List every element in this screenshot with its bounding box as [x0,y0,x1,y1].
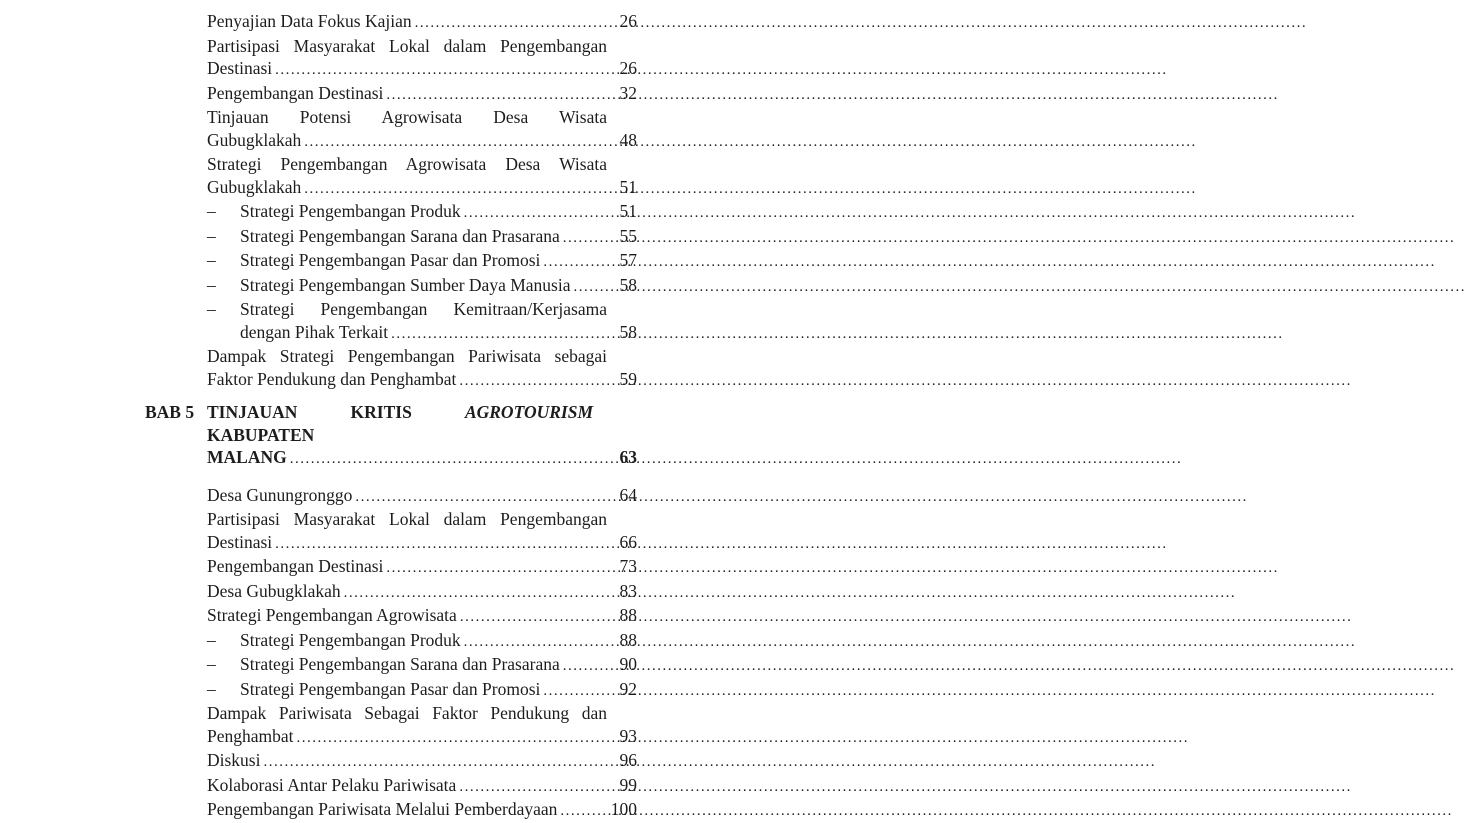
page-number: 51 [619,201,637,221]
heading-segment: KABUPATEN [207,424,315,445]
dot-leader [456,368,619,393]
page-number: 64 [619,484,637,505]
toc-row [207,249,637,274]
toc-entry-line [207,555,637,580]
toc-entry-line [207,176,637,201]
entry-text: Kolaborasi Antar Pelaku Pariwisata [207,774,457,795]
dot-leader [560,225,620,250]
toc-entry-line [240,629,637,654]
heading-segment: TINJAUAN KRITIS [207,402,412,422]
page-number: 96 [619,750,637,770]
entry-text: Dampak Pariwisata Sebagai Faktor Pendukung dan [207,703,607,723]
entry-text: Desa Gunungronggo [207,484,353,505]
dot-leader [557,798,610,823]
entry-text: Penyajian Data Fokus Kajian [207,11,412,31]
page-number: 83 [619,580,637,601]
toc-row [207,555,637,580]
dot-leader [388,321,619,346]
toc-entry-line [207,57,637,82]
toc-row [207,57,637,82]
page-number: 58 [619,274,637,295]
toc-row [207,10,637,35]
toc-entry-line [207,798,637,823]
entry-text: Destinasi [207,58,273,78]
toc-row [207,368,637,393]
toc-entry-line [240,225,637,250]
page-number: 63 [619,447,637,467]
chapter-label: BAB 5 [145,402,195,422]
toc-entry-line [207,484,637,509]
entry-text: Strategi Pengembangan Kemitraan/Kerjasama [240,299,607,319]
page-number: 100 [610,799,637,819]
toc-entry-line [207,725,637,750]
dot-leader [461,200,620,225]
toc-entry-line [240,249,637,274]
entry-text: Gubugklakah [207,176,302,197]
dot-leader [341,580,620,605]
dash-bullet: – [207,201,216,221]
toc-entry-line [240,653,637,678]
toc-entry-line [207,580,637,605]
page-number: 88 [619,605,637,625]
page-number: 32 [619,82,637,103]
toc-row [207,35,637,58]
dot-leader [383,82,619,107]
entry-text [207,401,593,446]
toc-row [207,774,637,799]
dot-leader [456,774,619,799]
toc-entry-line [240,200,637,225]
page-number: 55 [619,225,637,246]
page-number: 93 [619,725,637,746]
entry-text: Strategi Pengembangan Produk [240,629,461,650]
toc-entry-line [207,446,637,471]
dot-leader [272,531,619,556]
page-number: 90 [619,654,637,674]
dot-leader [301,176,619,201]
toc-row [207,153,637,176]
toc-entry-line [207,129,637,154]
dot-leader [540,678,619,703]
toc-entry-line [207,774,637,799]
toc-row [207,749,637,774]
toc-row [207,531,637,556]
entry-text: Strategi Pengembangan Pasar dan Promosi [240,678,541,699]
entry-text: Partisipasi Masyarakat Lokal dalam Pengembangan [207,509,607,529]
dot-leader [272,57,619,82]
dot-leader [540,249,619,274]
dot-leader [457,604,620,629]
entry-text: Pengembangan Destinasi [207,82,384,103]
entry-text: Tinjauan Potensi Agrowisata Desa Wisata [207,107,607,127]
toc-row [207,653,637,678]
page-number: 59 [619,368,637,389]
toc-entry-line [207,604,637,629]
dot-leader [560,653,620,678]
page-number: 58 [619,321,637,342]
toc-row [207,446,637,471]
toc-entry-line [207,82,637,107]
entry-text: Diskusi [207,750,261,770]
toc-row [207,798,637,823]
entry-text: Destinasi [207,531,273,552]
dot-leader [260,749,619,774]
toc-entry-line [240,321,637,346]
toc-row [207,725,637,750]
dash-bullet: – [207,225,216,246]
dot-leader [570,274,619,299]
toc-row [207,106,637,129]
toc-row [207,129,637,154]
page-number: 73 [619,556,637,576]
toc-row [207,678,637,703]
entry-text: Desa Gubugklakah [207,580,341,601]
dash-bullet: – [207,654,216,674]
page-number: 66 [619,531,637,552]
entry-text: Strategi Pengembangan Sarana dan Prasarana [240,654,560,674]
entry-text: Penghambat [207,725,294,746]
toc-row [207,176,637,201]
entry-text: Faktor Pendukung dan Penghambat [207,368,457,389]
dash-bullet: – [207,274,216,295]
toc-row [207,200,637,225]
page-number: 48 [619,129,637,150]
entry-text: Gubugklakah [207,129,302,150]
entry-text: Pengembangan Pariwisata Melalui Pemberdayaan [207,799,558,819]
toc-entry-line [207,749,637,774]
entry-text: Strategi Pengembangan Sumber Daya Manusia [240,274,571,295]
page-number: 57 [619,250,637,270]
toc-row [207,629,637,654]
dot-leader [301,129,619,154]
toc-row [207,604,637,629]
toc-row [207,225,637,250]
dot-leader [294,725,620,750]
dot-leader [412,10,620,35]
toc-row [207,298,637,321]
dot-leader [383,555,619,580]
page-number: 88 [619,629,637,650]
dot-leader [352,484,619,509]
toc-row [207,508,637,531]
page-number: 99 [619,774,637,795]
toc-row [207,321,637,346]
page-number: 92 [619,678,637,699]
entry-text: Strategi Pengembangan Sarana dan Prasarana [240,225,560,246]
dash-bullet: – [207,299,216,319]
entry-text: Strategi Pengembangan Agrowisata [207,605,457,625]
toc-entry-line [207,10,637,35]
entry-text: Strategi Pengembangan Agrowisata Desa Wisata [207,154,607,174]
entry-text: dengan Pihak Terkait [240,321,389,342]
dash-bullet: – [207,250,216,270]
entry-text: Pengembangan Destinasi [207,556,384,576]
toc-row [207,702,637,725]
dash-bullet: – [207,629,216,650]
page-number: 51 [619,176,637,197]
toc-row [207,82,637,107]
toc-row [207,274,637,299]
toc-row [207,345,637,368]
toc-entry-line [207,368,637,393]
toc-row [207,484,637,509]
toc-entry-line [240,274,637,299]
entry-text: Dampak Strategi Pengembangan Pariwisata sebagai [207,346,607,366]
entry-text: Strategi Pengembangan Produk [240,201,461,221]
entry-text: MALANG [207,447,287,467]
toc-list [145,10,637,823]
entry-text: Strategi Pengembangan Pasar dan Promosi [240,250,541,270]
page-number: 26 [619,58,637,78]
toc-entry-line [240,678,637,703]
dash-bullet: – [207,678,216,699]
page-number: 26 [619,11,637,31]
dot-leader [461,629,620,654]
toc-row [207,580,637,605]
toc-entry-line [207,531,637,556]
dot-leader [287,446,620,471]
entry-text: Partisipasi Masyarakat Lokal dalam Pengembangan [207,35,607,56]
toc-row [145,401,637,446]
italic-term: AGROTOURISM [464,402,593,422]
